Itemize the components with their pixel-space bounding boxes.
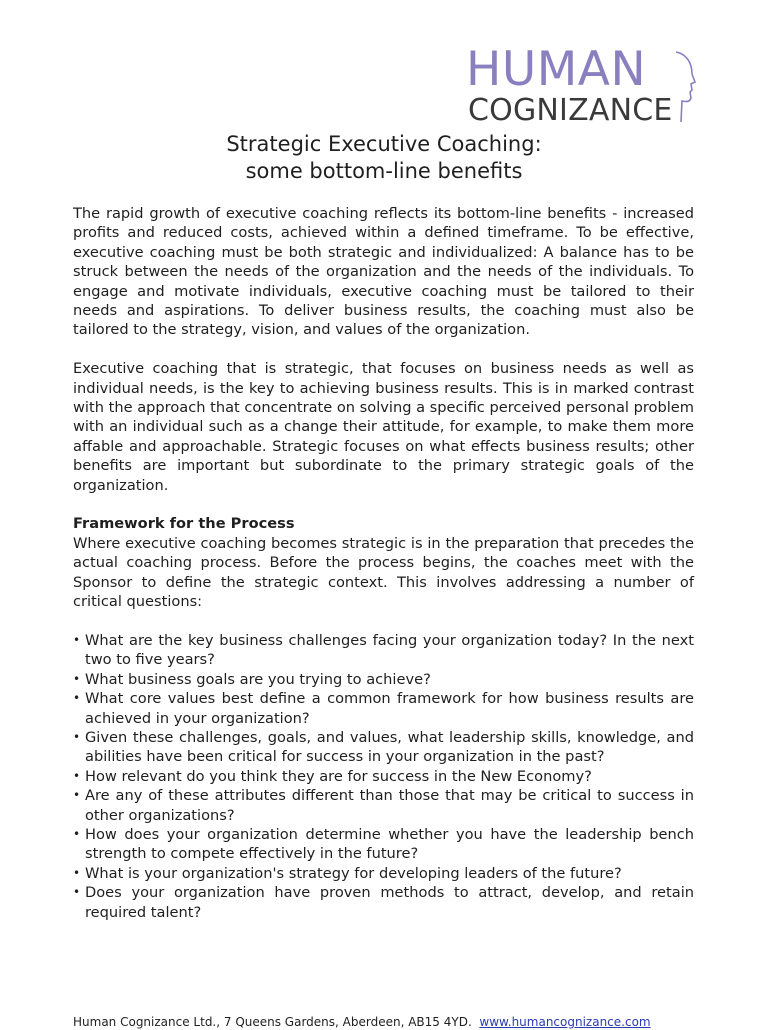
- company-logo: [466, 42, 696, 130]
- strategic-paragraph: Executive coaching that is strategic, that focuses on business needs as well as individual needs, is the key to achieving business results. This is in marked contrast with the approach that concentrate on solving a specific perceived personal problem with an individual such as a change their attitude, for example, to make them more affable and approachable. Strategic focuses on what effects business results; other benefits are important but subordinate to the primary strategic goals of the organization.: [73, 360, 695, 494]
- list-item: • What are the key business challenges facing your organization today? In the next two to five years?: [73, 631, 694, 669]
- bullet-icon: •: [73, 788, 81, 803]
- bullet-icon: •: [73, 865, 81, 880]
- list-item: • What core values best define a common framework for how business results are achieved in your organization?: [73, 690, 694, 727]
- bullet-icon: •: [73, 691, 81, 706]
- bullet-icon: •: [73, 671, 81, 686]
- logo-wordmark-bottom: COGNIZANCE: [468, 93, 673, 128]
- website-link[interactable]: www.humancognizance.com: [479, 1015, 651, 1029]
- list-item: • How does your organization determine whether you have the leadership bench strength to compete effectively in the future?: [73, 825, 694, 863]
- bullet-icon: •: [73, 632, 81, 647]
- list-item: • Given these challenges, goals, and values, what leadership skills, knowledge, and abilities have been critical for success in your organization in the past?: [73, 728, 694, 766]
- footer-address: Human Cognizance Ltd., 7 Queens Gardens, Aberdeen, AB15 4YD.: [73, 1015, 472, 1029]
- head-profile-icon: [674, 50, 696, 124]
- document-title: [0, 131, 768, 185]
- critical-questions-list: [73, 631, 694, 922]
- list-item: • Does your organization have proven methods to attract, develop, and retain required talent?: [73, 884, 694, 921]
- list-item: • How relevant do you think they are for success in the New Economy?: [73, 767, 592, 785]
- list-item: • What is your organization's strategy for developing leaders of the future?: [73, 864, 622, 882]
- list-item: • Are any of these attributes different than those that may be critical to success in other organizations?: [73, 787, 694, 824]
- page-footer: [73, 1014, 651, 1030]
- intro-paragraph: The rapid growth of executive coaching reflects its bottom-line benefits - increased profits and reduced costs, achieved within a defined timeframe. To be effective, executive coaching must be both strategic and individualized: A balance has to be struck between the needs of the organization and the needs of the individuals. To engage and motivate individuals, executive coaching must be tailored to their needs and aspirations. To deliver business results, the coaching must also be tailored to the strategy, vision, and values of the organization.: [73, 205, 694, 339]
- list-item: • What business goals are you trying to achieve?: [73, 670, 431, 688]
- title-line-1: Strategic Executive Coaching:: [226, 132, 542, 156]
- bullet-icon: •: [73, 729, 81, 744]
- logo-wordmark-top: HUMAN: [466, 42, 647, 97]
- document-body: [73, 204, 694, 922]
- title-line-2: some bottom-line benefits: [245, 159, 523, 183]
- framework-heading: Framework for the Process: [73, 515, 295, 533]
- bullet-icon: •: [73, 768, 81, 783]
- bullet-icon: •: [73, 826, 81, 841]
- framework-intro: Where executive coaching becomes strategic is in the preparation that precedes the actual coaching process. Before the process begins, the coaches meet with the Sponsor to define the strategic context. This involves addressing a number of critical questions:: [73, 534, 694, 611]
- bullet-icon: •: [73, 885, 81, 900]
